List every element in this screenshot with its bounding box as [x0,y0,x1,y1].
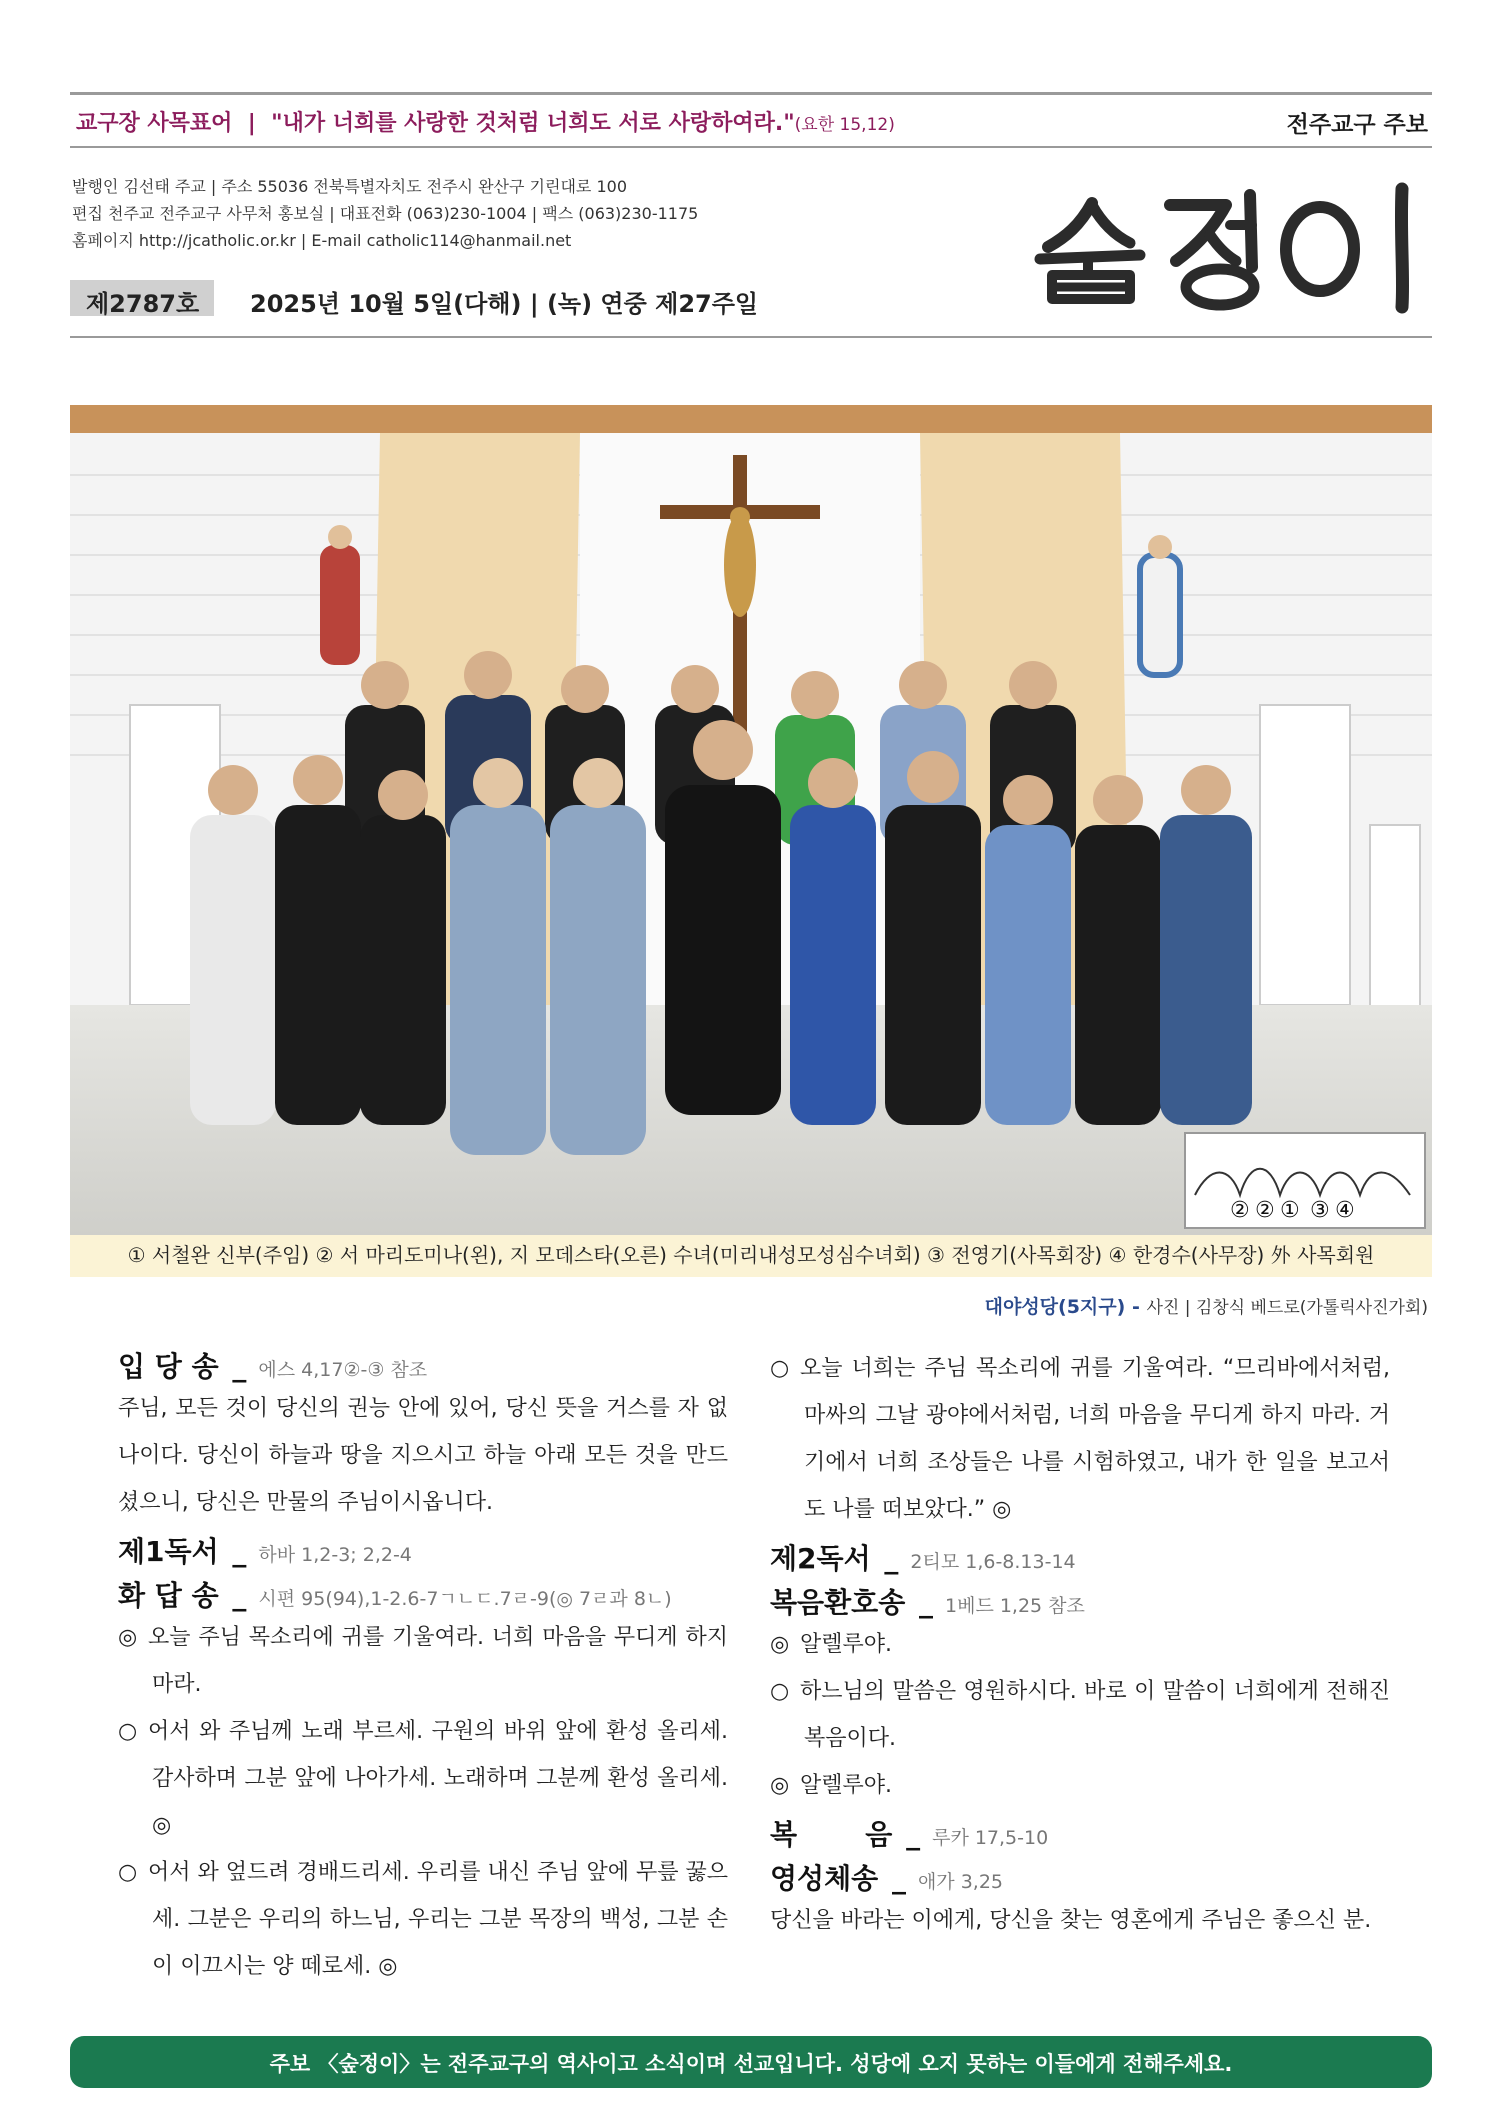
response-symbol: ◎ [770,1773,790,1798]
reading1-label: 제1독서 [118,1535,219,1568]
verse-symbol: ○ [118,1719,138,1744]
photo-credit [985,1292,1428,1319]
gospel-ref: 루카 17,5-10 [932,1827,1049,1849]
acclamation-verse [770,1762,1390,1809]
publication-name: 전주교구 주보 [1286,112,1428,138]
reading2-ref: 2티모 1,6-8.13-14 [910,1551,1076,1573]
entrance-ref: 에스 4,17②-③ 참조 [258,1359,428,1381]
entrance-label: 입 당 송 [118,1350,219,1383]
communion-dash: _ [891,1862,906,1895]
entrance-antiphon [118,1345,728,1526]
communion-text: 당신을 바라는 이에게, 당신을 찾는 영혼에게 주님은 좋으신 분. [770,1908,1372,1933]
reading2-dash: _ [884,1542,899,1575]
issue-date: 2025년 10월 5일(다해) | (녹) 연중 제27주일 [250,290,759,318]
liturgy-right-column [770,1345,1390,1948]
editor-info: 편집 천주교 전주교구 사무처 홍보실 | 대표전화 (063)230-1004 | 팩스 (063)230-1175 [72,204,699,223]
web-info: 홈페이지 http://jcatholic.or.kr | E-mail catholic114@hanmail.net [72,231,572,250]
verse-text: 하느님의 말씀은 영원하시다. 바로 이 말씀이 너희에게 전해진 복음이다. [800,1679,1390,1751]
responsorial-psalm [118,1574,728,1990]
gospel [770,1813,1390,1853]
verse-text: 알렐루야. [800,1773,893,1798]
bishop-motto [76,106,895,137]
verse-text: 오늘 너희는 주님 목소리에 귀를 기울여라. “므리바에서처럼, 마싸의 그날 광야에서처럼, 너희 마음을 무디게 하지 마라. 거기에서 너희 조상들은 나를 시험하였고, 내가 한 일을 보고서도 나를 떠보았다.” ◎ [800,1356,1390,1522]
communion-antiphon [770,1857,1390,1944]
communion-ref: 애가 3,25 [917,1871,1004,1893]
acclamation-verse [770,1668,1390,1762]
header-bottom-rule [70,336,1432,338]
footer-message: 주보 〈숲정이〉는 전주교구의 역사이고 소식이며 선교입니다. 성당에 오지 못하는 이들에게 전해주세요. [269,2052,1233,2076]
verse-symbol: ○ [118,1860,138,1885]
entrance-dash: _ [232,1350,247,1383]
psalm-dash: _ [232,1579,247,1612]
gospel-acclamation [770,1581,1390,1809]
parish-name: 대야성당(5지구) [984,1296,1126,1318]
verse-text: 어서 와 엎드려 경배드리세. 우리를 내신 주님 앞에 무릎 꿇으세. 그분은 우리의 하느님, 우리는 그분 목장의 백성, 그분 손이 이끄시는 양 떼로세. ◎ [148,1860,728,1979]
legend-label-3: ③ [1310,1198,1330,1223]
motto-quote: "내가 너희를 사랑한 것처럼 너희도 서로 사랑하여라." [271,111,795,136]
reading2-label: 제2독서 [770,1542,871,1575]
gospel-dash: _ [906,1818,921,1851]
verse-text: 알렐루야. [800,1632,893,1657]
top-rule [70,92,1432,95]
acclamation-ref: 1베드 1,25 참조 [945,1595,1085,1617]
first-reading [118,1530,728,1570]
psalm-verse [118,1614,728,1708]
acclamation-dash: _ [919,1586,933,1619]
issue-number: 제2787호 [86,290,200,318]
photo-caption: ① 서철완 신부(주임) ② 서 마리도미나(왼), 지 모데스타(오른) 수녀(미리내성모성심수녀회) ③ 전영기(사목회장) ④ 한경수(사무장) 外 사목회원 [127,1243,1375,1267]
motto-underline [70,146,1432,148]
reading1-ref: 하바 1,2-3; 2,2-4 [258,1544,412,1566]
legend-label-1: ① [1280,1198,1300,1223]
verse-text: 어서 와 주님께 노래 부르세. 구원의 바위 앞에 환성 올리세. 감사하며 그분 앞에 나아가세. 노래하며 그분께 환성 올리세. ◎ [148,1719,728,1838]
psalm-verse-continued [770,1345,1390,1533]
reading1-dash: _ [232,1535,247,1568]
response-symbol: ◎ [118,1625,138,1650]
psalm-ref: 시편 95(94),1-2.6-7ㄱㄴㄷ.7ㄹ-9(◎ 7ㄹ과 8ㄴ) [258,1588,672,1610]
parish-group-photo [70,405,1432,1235]
psalm-verse [118,1708,728,1849]
masthead-logo [1030,175,1430,315]
legend-label-2a: ② [1230,1198,1250,1223]
liturgy-left-column [118,1345,728,1994]
legend-label-4: ④ [1335,1198,1355,1223]
psalm-verse [118,1849,728,1990]
verse-symbol: ○ [770,1679,790,1704]
verse-symbol: ○ [770,1356,790,1381]
publisher-info: 발행인 김선태 주교 | 주소 55036 전북특별자치도 전주시 완산구 기린대로 100 [72,177,628,196]
photographer: 사진 | 김창식 베드로(가톨릭사진가회) [1146,1298,1428,1318]
motto-reference: (요한 15,12) [794,115,895,135]
second-reading [770,1537,1390,1577]
communion-label: 영성체송 [770,1862,879,1895]
verse-text: 오늘 주님 목소리에 귀를 기울여라. 너희 마음을 무디게 하지 마라. [148,1625,728,1697]
response-symbol: ◎ [770,1632,790,1657]
legend-label-2b: ② [1255,1198,1275,1223]
motto-prefix: 교구장 사목표어 [76,111,233,136]
gospel-label: 복 음 [770,1818,893,1851]
credit-dash: - [1125,1296,1147,1318]
psalm-label: 화 답 송 [118,1579,219,1612]
entrance-text: 주님, 모든 것이 당신의 권능 안에 있어, 당신 뜻을 거스를 자 없나이다. 당신이 하늘과 땅을 지으시고 하늘 아래 모든 것을 만드셨으니, 당신은 만물의 주님이시옵니다. [118,1396,728,1515]
acclamation-verse [770,1621,1390,1668]
acclamation-label: 복음환호송 [770,1586,906,1619]
motto-separator: | [247,111,256,136]
